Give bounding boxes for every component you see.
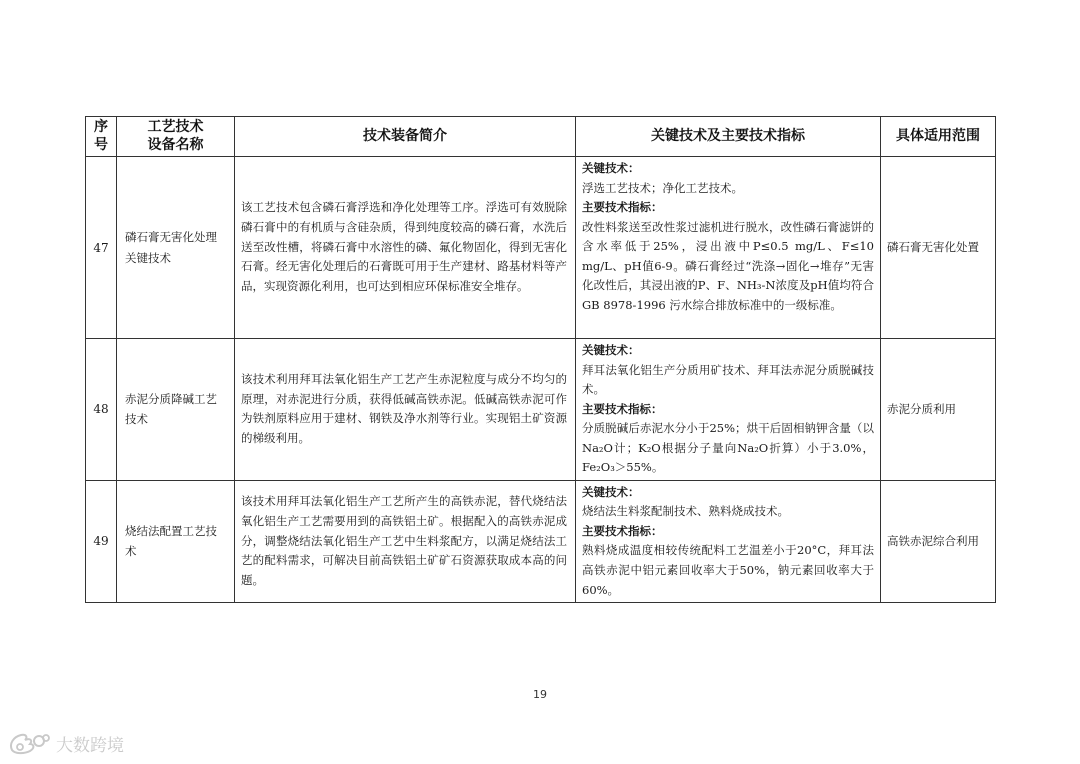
index-text: 熟料烧成温度相较传统配料工艺温差小于20°C，拜耳法高铁赤泥中铝元素回收率大于50%，钠元素回收率大于60%。 [582, 543, 874, 597]
watermark [8, 730, 124, 756]
key-technology-cell [576, 339, 881, 481]
header-summary: 技术装备简介 [235, 117, 576, 157]
header-name: 工艺技术 设备名称 [117, 117, 235, 157]
technology-summary: 该技术用拜耳法氧化铝生产工艺所产生的高铁赤泥，替代烧结法氧化铝生产工艺需要用到的高铁铝土矿。根据配入的高铁赤泥成分，调整烧结法氧化铝生产工艺中生料浆配方，以满足烧结法工艺的配料需求，可解决目前高铁铝土矿矿石资源获取成本高的问题。 [235, 480, 576, 602]
index-label: 主要技术指标： [582, 200, 663, 215]
technology-summary: 该技术利用拜耳法氧化铝生产工艺产生赤泥粒度与成分不均匀的原理，对赤泥进行分质，获得低碱高铁赤泥。低碱高铁赤泥可作为铁剂原料应用于建材、钢铁及净水剂等行业。实现铝土矿资源的梯级利用。 [235, 339, 576, 481]
index-text: 改性料浆送至改性浆过滤机进行脱水，改性磷石膏滤饼的含水率低于25%，浸出液中P≤0.5 mg/L、F≤10 mg/L、pH值6-9。磷石膏经过“洗涤→固化→堆存”无害化改性后，其浸出液的P、F、NH₃-N浓度及pH值均符合GB 8978-1996 污水综合排放标准中的一级标准。 [582, 219, 874, 312]
key-tech-label: 关键技术： [582, 161, 640, 175]
application-scope: 磷石膏无害化处置 [881, 157, 996, 339]
table-header-row [86, 117, 996, 157]
weibo-logo-icon [8, 730, 52, 756]
key-tech-label: 关键技术： [582, 343, 640, 357]
row-number: 47 [86, 157, 117, 339]
header-key-tech: 关键技术及主要技术指标 [576, 117, 881, 157]
key-tech-text: 烧结法生料浆配制技术、熟料烧成技术。 [582, 504, 789, 519]
index-text: 分质脱碱后赤泥水分小于25%；烘干后固相钠钾含量（以Na₂O计；K₂O根据分子量向Na₂O折算）小于3.0%，Fe₂O₃＞55%。 [582, 421, 874, 475]
key-tech-text: 浮选工艺技术；净化工艺技术。 [582, 180, 743, 195]
application-scope: 赤泥分质利用 [881, 339, 996, 481]
page-number: 19 [533, 688, 547, 701]
key-technology-cell [576, 157, 881, 339]
row-number: 49 [86, 480, 117, 602]
application-scope: 高铁赤泥综合利用 [881, 480, 996, 602]
technology-name: 烧结法配置工艺技术 [117, 480, 235, 602]
key-technology-cell [576, 480, 881, 602]
technology-table [85, 116, 996, 603]
technology-name: 磷石膏无害化处理关键技术 [117, 157, 235, 339]
index-label: 主要技术指标： [582, 401, 663, 416]
row-number: 48 [86, 339, 117, 481]
table-row [86, 339, 996, 481]
table-row [86, 157, 996, 339]
technology-name: 赤泥分质降碱工艺技术 [117, 339, 235, 481]
key-tech-label: 关键技术： [582, 484, 640, 499]
watermark-text: 大数跨境 [56, 735, 124, 756]
index-label: 主要技术指标： [582, 523, 663, 538]
header-no: 序 号 [86, 117, 117, 157]
technology-summary: 该工艺技术包含磷石膏浮选和净化处理等工序。浮选可有效脱除磷石膏中的有机质与含硅杂质，得到纯度较高的磷石膏，水洗后送至改性槽，将磷石膏中水溶性的磷、氟化物固化，得到无害化石膏。经无害化处理后的石膏既可用于生产建材、路基材料等产品，实现资源化利用，也可达到相应环保标准安全堆存。 [235, 157, 576, 339]
table-row [86, 480, 996, 602]
key-tech-text: 拜耳法氧化铝生产分质用矿技术、拜耳法赤泥分质脱碱技术。 [582, 362, 874, 397]
header-scope: 具体适用范围 [881, 117, 996, 157]
